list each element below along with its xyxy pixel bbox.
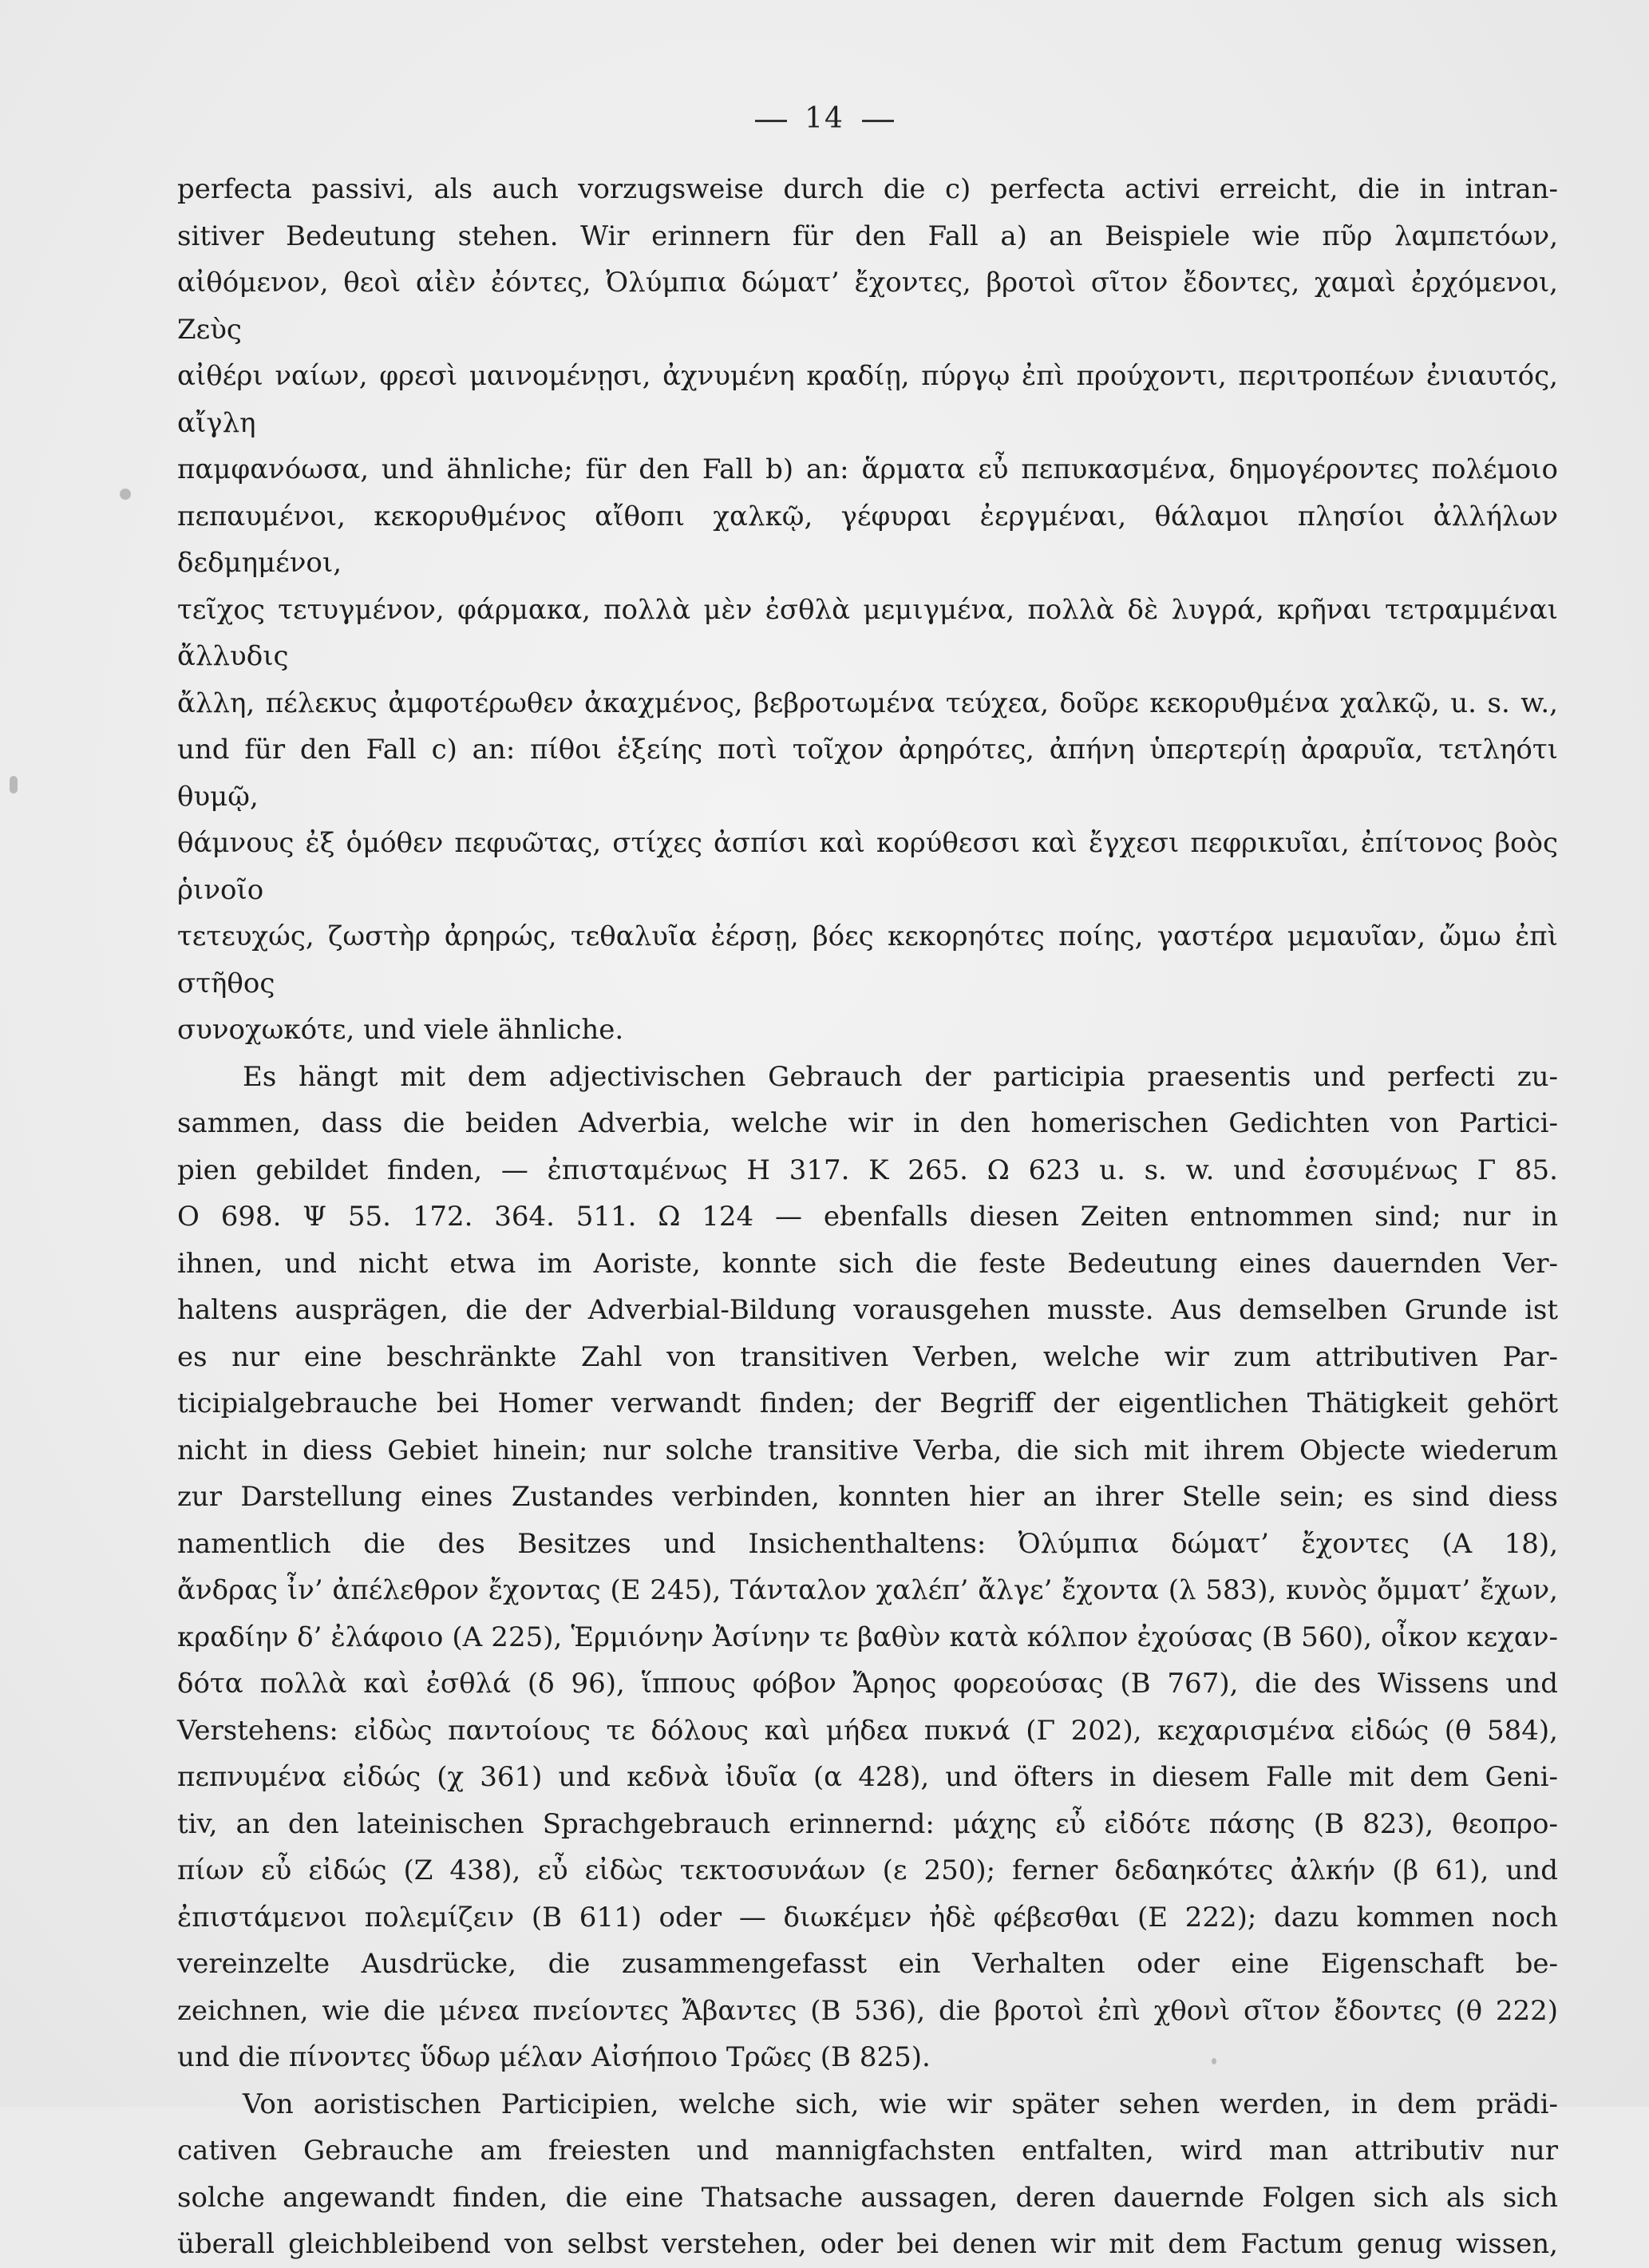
paragraph-adverbia — [177, 1054, 1558, 2081]
text-line: παμφανόωσα, und ähnliche; für den Fall b) an: ἅρματα εὖ πεπυκασμένα, δημογέροντες πολέμοιο — [177, 453, 1558, 485]
text-line: und die πίνοντες ὕδωρ μέλαν Αἰσήποιο Τρῶες (Β 825). — [177, 2041, 931, 2073]
text-line: ἄλλη, πέλεκυς ἀμφοτέρωθεν ἀκαχμένος, βεβροτωμένα τεύχεα, δοῦρε κεκορυθμένα χαλκῷ, u. s. w., — [177, 687, 1558, 719]
text-line: sitiver Bedeutung stehen. Wir erinnern für den Fall a) an Beispiele wie πῦρ λαμπετόων, — [177, 220, 1558, 252]
header-dash-left — [755, 120, 787, 122]
text-line: θάμνους ἐξ ὁμόθεν πεφυῶτας, στίχες ἀσπίσι καὶ κορύθεσσι καὶ ἔγχεσι πεφρικυῖαι, ἐπίτονος βοὸς ῥινοῖο — [177, 827, 1558, 906]
text-line: und für den Fall c) an: πίθοι ἑξείης ποτὶ τοῖχον ἀρηρότες, ἀπήνη ὑπερτερίῃ ἀραρυῖα, τετληότι θυμῷ, — [177, 734, 1558, 813]
text-line: Ο 698. Ψ 55. 172. 364. 511. Ω 124 — ebenfalls diesen Zeiten entnommen sind; nur in — [177, 1201, 1558, 1233]
text-line: Von aoristischen Participien, welche sich, wie wir später sehen werden, in dem prädi- — [243, 2088, 1558, 2120]
text-line: πεπνυμένα εἰδώς (χ 361) und κεδνὰ ἰδυῖα (α 428), und öfters in diesem Falle mit dem Geni- — [177, 1761, 1558, 1793]
text-line: vereinzelte Ausdrücke, die zusammengefasst ein Verhalten oder eine Eigenschaft be- — [177, 1948, 1558, 1980]
text-line: zur Darstellung eines Zustandes verbinden, konnten hier an ihrer Stelle sein; es sind diess — [177, 1481, 1558, 1513]
text-line: τεῖχος τετυγμένον, φάρμακα, πολλὰ μὲν ἐσθλὰ μεμιγμένα, πολλὰ δὲ λυγρά, κρῆναι τετραμμέναι ἄλλυδις — [177, 593, 1558, 672]
print-speck — [10, 776, 18, 794]
text-line: überall gleichbleibend von selbst verstehen, oder bei denen wir mit dem Factum genug wissen, — [177, 2228, 1558, 2260]
text-line: κραδίην δ’ ἐλάφοιο (Α 225), Ἑρμιόνην Ἀσίνην τε βαθὺν κατὰ κόλπον ἐχούσας (Β 560), οἶκον κεχαν- — [177, 1621, 1558, 1653]
page-number-header — [0, 102, 1649, 135]
text-line: cativen Gebrauche am freiesten und mannigfachsten entfalten, wird man attributiv nur — [177, 2135, 1558, 2167]
text-line: ticipialgebrauche bei Homer verwandt finden; der Begriff der eigentlichen Thätigkeit gehört — [177, 1387, 1558, 1419]
text-line: τετευχώς, ζωστὴρ ἀρηρώς, τεθαλυῖα ἐέρσῃ, βόες κεκορηότες ποίης, γαστέρα μεμαυῖαν, ὤμω ἐπὶ στῆθος — [177, 920, 1558, 999]
text-line: es nur eine beschränkte Zahl von transitiven Verben, welche wir zum attributiven Par- — [177, 1340, 1558, 1373]
text-line: Verstehens: εἰδὼς παντοίους τε δόλους καὶ μήδεα πυκνά (Γ 202), κεχαρισμένα εἰδώς (θ 584), — [177, 1714, 1558, 1747]
text-line: tiv, an den lateinischen Sprachgebrauch erinnernd: μάχης εὖ εἰδότε πάσης (Β 823), θεοπρο- — [177, 1807, 1558, 1840]
text-line: nicht in diess Gebiet hinein; nur solche transitive Verba, die sich mit ihrem Objecte wiederum — [177, 1434, 1558, 1466]
text-line: δότα πολλὰ καὶ ἐσθλά (δ 96), ἵππους φόβον Ἄρηος φορεούσας (Β 767), die des Wissens und — [177, 1668, 1558, 1700]
text-line: αἰθέρι ναίων, φρεσὶ μαινομένῃσι, ἀχνυμένη κραδίῃ, πύργῳ ἐπὶ προύχοντι, περιτροπέων ἐνιαυτός, αἴγλη — [177, 360, 1558, 439]
text-line: perfecta passivi, als auch vorzugsweise durch die c) perfecta activi erreicht, die in intran- — [177, 173, 1558, 205]
page-number: 14 — [805, 102, 844, 135]
print-speck — [120, 489, 131, 500]
paragraph-participial-examples — [177, 166, 1558, 1054]
print-speck — [1212, 2058, 1216, 2064]
text-line: πίων εὖ εἰδώς (Ζ 438), εὖ εἰδὼς τεκτοσυνάων (ε 250); ferner δεδαηκότες ἀλκήν (β 61), und — [177, 1854, 1558, 1886]
text-line: συνοχωκότε, und viele ähnliche. — [177, 1014, 624, 1046]
text-line: haltens ausprägen, die der Adverbial-Bildung vorausgehen musste. Aus demselben Grunde ist — [177, 1294, 1558, 1326]
text-line: solche angewandt finden, die eine Thatsache aussagen, deren dauernde Folgen sich als sich — [177, 2181, 1558, 2214]
text-line: πεπαυμένοι, κεκορυθμένος αἴθοπι χαλκῷ, γέφυραι ἐεργμέναι, θάλαμοι πλησίοι ἀλλήλων δεδμημένοι, — [177, 500, 1558, 579]
header-dash-right — [862, 120, 894, 122]
text-line: ἄνδρας ἶν’ ἀπέλεθρον ἔχοντας (Ε 245), Τάνταλον χαλέπ’ ἄλγε’ ἔχοντα (λ 583), κυνὸς ὄμματ’ ἔχων, — [177, 1574, 1558, 1606]
text-line: sammen, dass die beiden Adverbia, welche wir in den homerischen Gedichten von Partici- — [177, 1107, 1558, 1139]
text-line: zeichnen, wie die μένεα πνείοντες Ἄβαντες (Β 536), die βροτοὶ ἐπὶ χθονὶ σῖτον ἔδοντες (θ 222) — [177, 1994, 1558, 2027]
text-line: Es hängt mit dem adjectivischen Gebrauch der participia praesentis und perfecti zu- — [243, 1060, 1558, 1093]
text-line: namentlich die des Besitzes und Insichenthaltens: Ὀλύμπια δώματ’ ἔχοντες (Α 18), — [177, 1527, 1558, 1560]
text-line: pien gebildet finden, — ἐπισταμένως Η 317. Κ 265. Ω 623 u. s. w. und ἐσσυμένως Γ 85. — [177, 1154, 1558, 1186]
paragraph-aoristic-participles — [177, 2081, 1558, 2268]
text-line: ἐπιστάμενοι πολεμίζειν (Β 611) oder — διωκέμεν ἠδὲ φέβεσθαι (Ε 222); dazu kommen noch — [177, 1901, 1558, 1934]
text-line: ihnen, und nicht etwa im Aoriste, konnte sich die feste Bedeutung eines dauernden Ver- — [177, 1247, 1558, 1280]
text-line: αἰθόμενον, θεοὶ αἰὲν ἐόντες, Ὀλύμπια δώματ’ ἔχοντες, βροτοὶ σῖτον ἔδοντες, χαμαὶ ἐρχόμενοι, Ζεὺς — [177, 267, 1558, 346]
body-text — [177, 166, 1558, 2268]
